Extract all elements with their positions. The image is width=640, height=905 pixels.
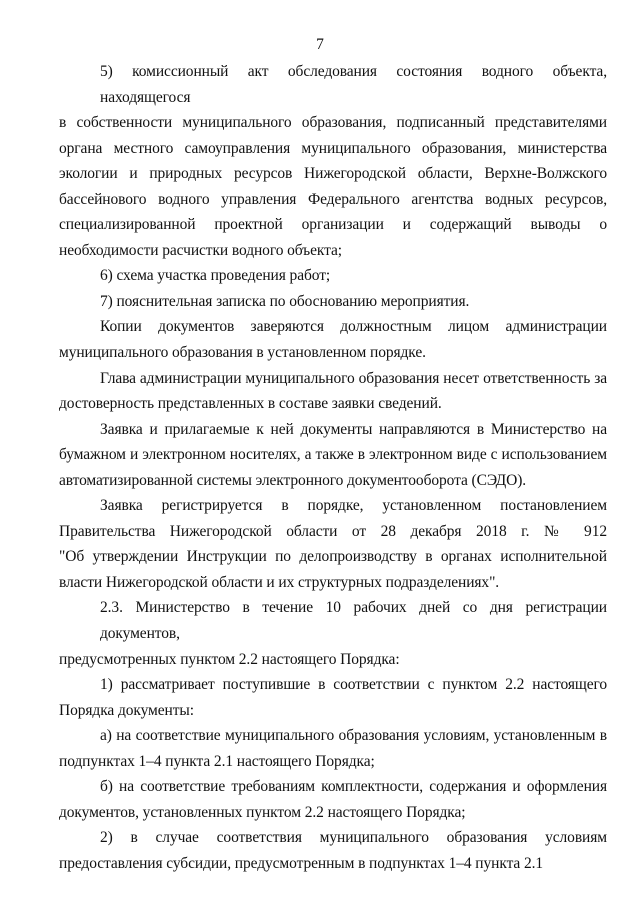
text-line: муниципального образования в установленном порядке. — [59, 344, 426, 362]
text-line: а) на соответствие муниципального образования условиям, установленным в — [100, 727, 607, 745]
text-line: Заявка регистрируется в порядке, установленном постановлением — [100, 497, 607, 515]
text-line: 2.3. Министерство в течение 10 рабочих дней со дня регистрации документов, — [100, 599, 607, 643]
page-number: 7 — [316, 36, 324, 53]
text-line: достоверность представленных в составе заявки сведений. — [59, 395, 442, 413]
text-line: предоставления субсидии, предусмотренным в подпунктах 1–4 пункта 2.1 — [59, 854, 544, 872]
text-line: в собственности муниципального образования, подписанный представителями — [59, 114, 607, 132]
text-line: бассейнового водного управления Федерального агентства водных ресурсов, — [59, 190, 607, 208]
paragraph — [59, 289, 607, 315]
text-line: экологии и природных ресурсов Нижегородской области, Верхне-Волжского — [59, 165, 607, 183]
text-line: органа местного самоуправления муниципального образования, министерства — [59, 139, 607, 157]
paragraph — [59, 672, 607, 723]
paragraph — [59, 314, 607, 365]
paragraph — [59, 263, 607, 289]
text-line: подпунктах 1–4 пункта 2.1 настоящего Порядка; — [59, 752, 375, 770]
text-line: автоматизированной системы электронного документооборота (СЭДО). — [59, 471, 527, 489]
text-line: б) на соответствие требованиям комплектности, содержания и оформления — [100, 778, 607, 796]
text-line: 2) в случае соответствия муниципального образования условиям — [100, 829, 607, 847]
text-line: Порядка документы: — [59, 701, 194, 719]
text-line: бумажном и электронном носителях, а также в электронном виде с использованием — [59, 446, 607, 464]
paragraph — [59, 595, 607, 672]
text-line: предусмотренных пунктом 2.2 настоящего Порядка: — [59, 650, 400, 668]
text-line: власти Нижегородской области и их структурных подразделениях". — [59, 573, 500, 591]
paragraph — [59, 723, 607, 774]
paragraph — [59, 774, 607, 825]
text-line: Заявка и прилагаемые к ней документы направляются в Министерство на — [100, 420, 607, 438]
text-line: "Об утверждении Инструкции по делопроизводству в органах исполнительной — [59, 548, 607, 566]
text-line: Глава администрации муниципального образования несет ответственность за — [100, 369, 607, 387]
text-line: специализированной проектной организации и содержащий выводы о — [59, 216, 607, 234]
text-line: 1) рассматривает поступившие в соответствии с пунктом 2.2 настоящего — [100, 676, 607, 694]
text-line: 6) схема участка проведения работ; — [100, 267, 331, 285]
text-line: Правительства Нижегородской области от 28 декабря 2018 г. № 912 — [59, 522, 607, 540]
paragraph — [59, 417, 607, 494]
text-line: документов, установленных пунктом 2.2 настоящего Порядка; — [59, 803, 466, 821]
text-line: Копии документов заверяются должностным лицом администрации — [100, 318, 607, 336]
paragraph — [59, 825, 607, 876]
text-line: 7) пояснительная записка по обоснованию мероприятия. — [100, 292, 470, 310]
text-line: необходимости расчистки водного объекта; — [59, 241, 342, 259]
text-line: 5) комиссионный акт обследования состояния водного объекта, находящегося — [100, 63, 607, 106]
paragraph — [59, 493, 607, 595]
document-body — [59, 59, 607, 877]
paragraph — [59, 366, 607, 417]
paragraph — [59, 59, 607, 263]
